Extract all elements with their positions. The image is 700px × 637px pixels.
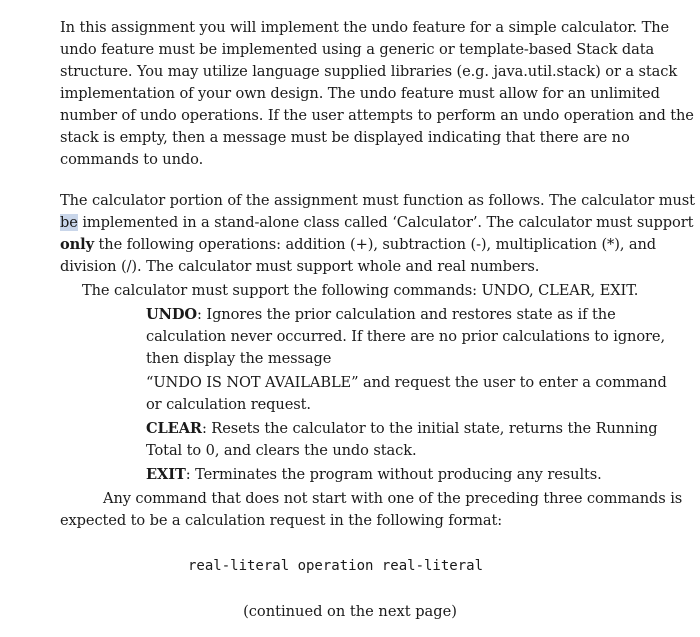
request-line: expected to be a calculation request in the following format:	[60, 512, 503, 529]
paragraph1-line: structure. You may utilize language supplied libraries (e.g. java.util.stack) or a stack	[60, 63, 678, 80]
undo-description: “UNDO IS NOT AVAILABLE” and request the user to enter a command	[146, 374, 667, 391]
paragraph2-line	[60, 212, 693, 233]
bold-only: only	[60, 236, 94, 253]
clear-description	[146, 418, 658, 439]
clear-description: Total to 0, and clears the undo stack.	[146, 442, 417, 459]
exit-text: : Terminates the program without producing any results.	[185, 466, 602, 483]
paragraph1-line: number of undo operations. If the user attempts to perform an undo operation and the	[60, 107, 694, 124]
undo-description: then display the message	[146, 350, 332, 367]
undo-command-name: UNDO	[146, 306, 198, 323]
paragraph2-line-text: the following operations: addition (+), subtraction (-), multiplication (*), and	[93, 236, 657, 253]
clear-text: : Resets the calculator to the initial state, returns the Running	[201, 420, 658, 437]
undo-description: or calculation request.	[146, 396, 311, 413]
undo-text: : Ignores the prior calculation and restores state as if the	[197, 306, 616, 323]
commands-intro: The calculator must support the following commands: UNDO, CLEAR, EXIT.	[82, 282, 639, 299]
paragraph1-line: implementation of your own design. The undo feature must allow for an unlimited	[60, 85, 660, 102]
paragraph1-line: undo feature must be implemented using a generic or template-based Stack data	[60, 41, 655, 58]
clear-command-name: CLEAR	[146, 420, 202, 437]
undo-description: calculation never occurred. If there are no prior calculations to ignore,	[146, 328, 665, 345]
continued-note: (continued on the next page)	[243, 603, 457, 620]
paragraph2-line-text: implemented in a stand-alone class called ‘Calculator’. The calculator must support	[77, 214, 694, 231]
paragraph2-line: division (/). The calculator must support whole and real numbers.	[60, 258, 540, 275]
request-line: Any command that does not start with one of the preceding three commands is	[103, 490, 683, 507]
exit-command-name: EXIT	[146, 466, 186, 483]
paragraph1-line: In this assignment you will implement the undo feature for a simple calculator. The	[60, 19, 670, 36]
paragraph1-line: commands to undo.	[60, 151, 204, 168]
text-cursor-highlight: be	[60, 214, 78, 231]
format-code: real-literal operation real-literal	[188, 558, 484, 574]
paragraph1-line: stack is empty, then a message must be displayed indicating that there are no	[60, 129, 630, 146]
paragraph2-line: The calculator portion of the assignment must function as follows. The calculator must	[60, 192, 695, 209]
exit-description	[146, 464, 602, 485]
paragraph2-line	[60, 234, 656, 255]
undo-description	[146, 304, 616, 325]
